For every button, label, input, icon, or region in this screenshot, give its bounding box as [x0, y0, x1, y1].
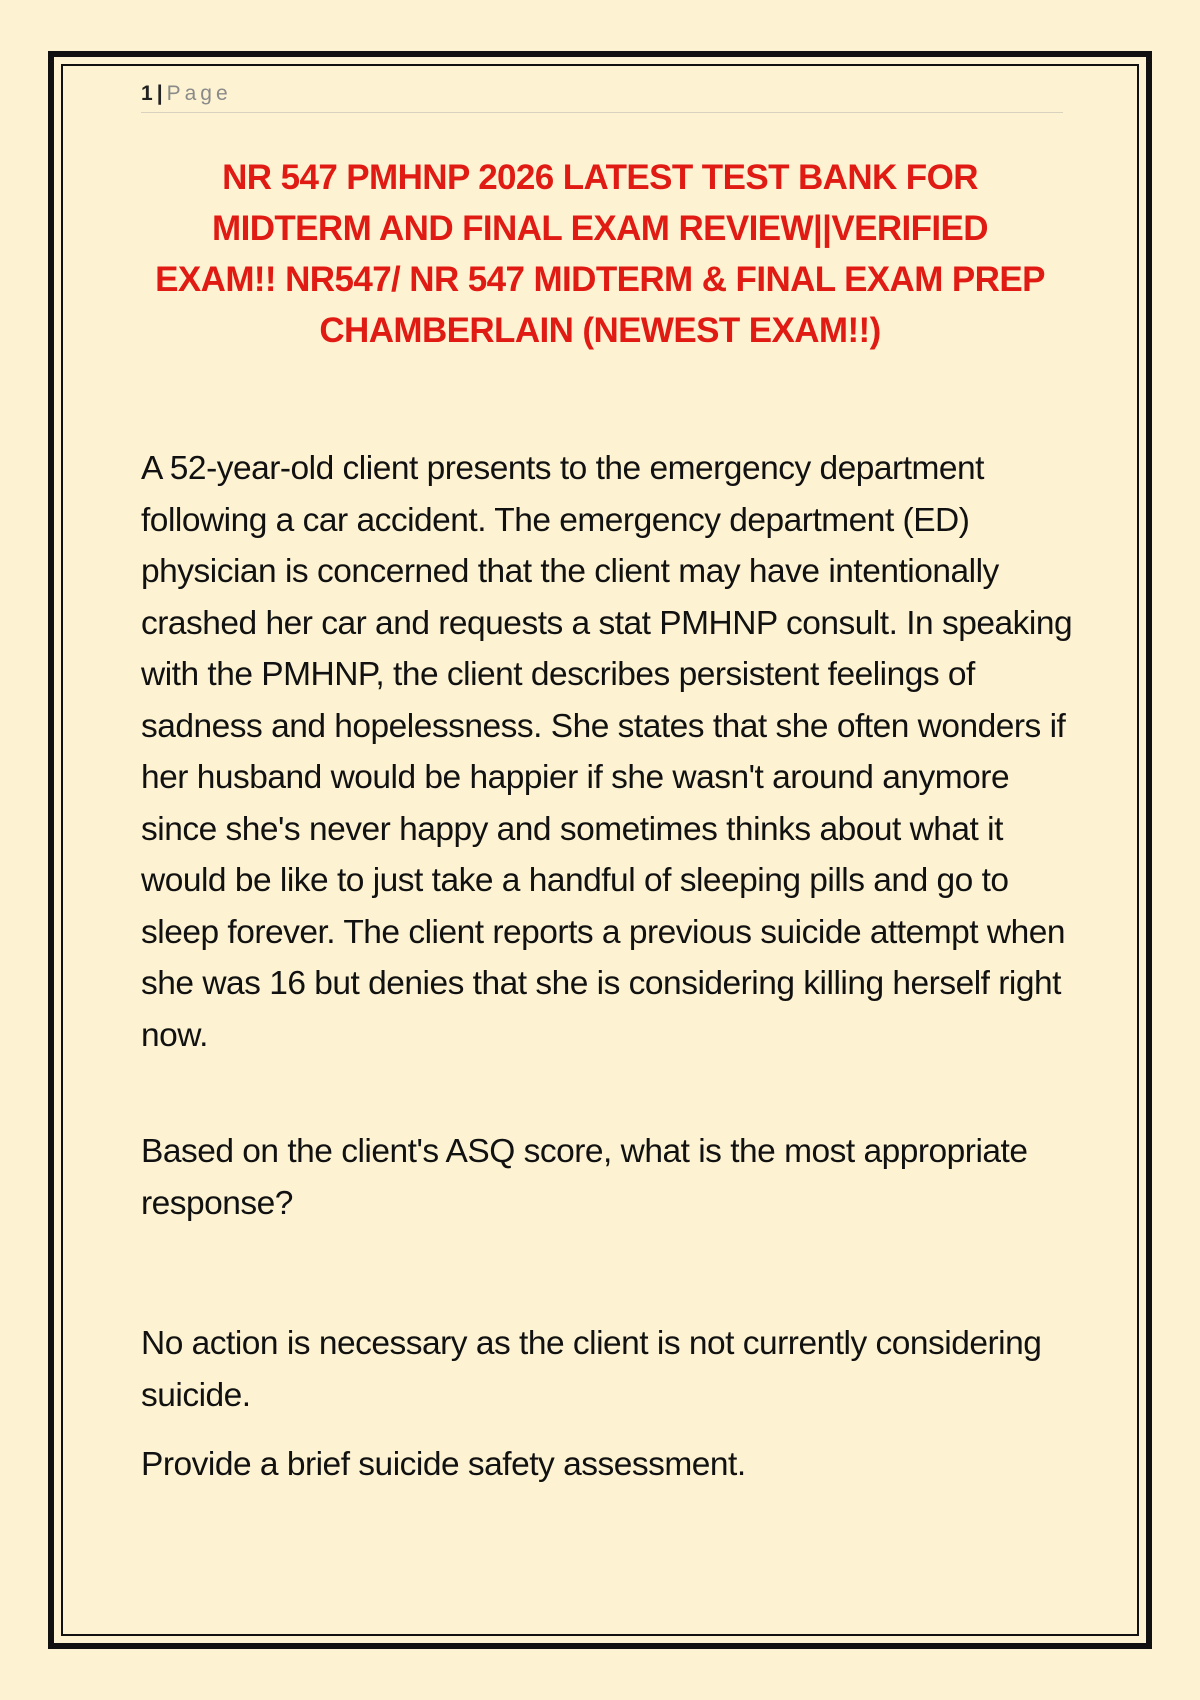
page-label: Page — [166, 82, 232, 105]
page-number: 1 — [141, 82, 153, 105]
question-prompt: Based on the client's ASQ score, what is the most appropriate response? — [141, 1133, 1028, 1222]
page-separator: | — [156, 82, 163, 105]
answer-option: Provide a brief suicide safety assessment. — [141, 1446, 746, 1483]
document-title: NR 547 PMHNP 2026 LATEST TEST BANK FOR MIDTERM AND FINAL EXAM REVIEW||VERIFIED EXAM!! NR547/ NR 547 MIDTERM & FINAL EXAM PREP CHAMBERLAIN (NEWEST EXAM!!) — [155, 158, 1045, 350]
page-header — [141, 80, 1063, 113]
question-scenario: A 52-year-old client presents to the emergency department following a car accident. The emergency department (ED) physician is concerned that the client may have intentionally crashed her car and requests a stat PMHNP consult. In speaking with the PMHNP, the client describes persistent feelings of sadness and hopelessness. She states that she often wonders if her husband would be happier if she wasn't around anymore since she's never happy and sometimes thinks about what it would be like to just take a handful of sleeping pills and go to sleep forever. The client reports a previous suicide attempt when she was 16 but denies that she is considering killing herself right now. — [141, 450, 1073, 1054]
answer-option: No action is necessary as the client is not currently considering suicide. — [141, 1325, 1042, 1414]
